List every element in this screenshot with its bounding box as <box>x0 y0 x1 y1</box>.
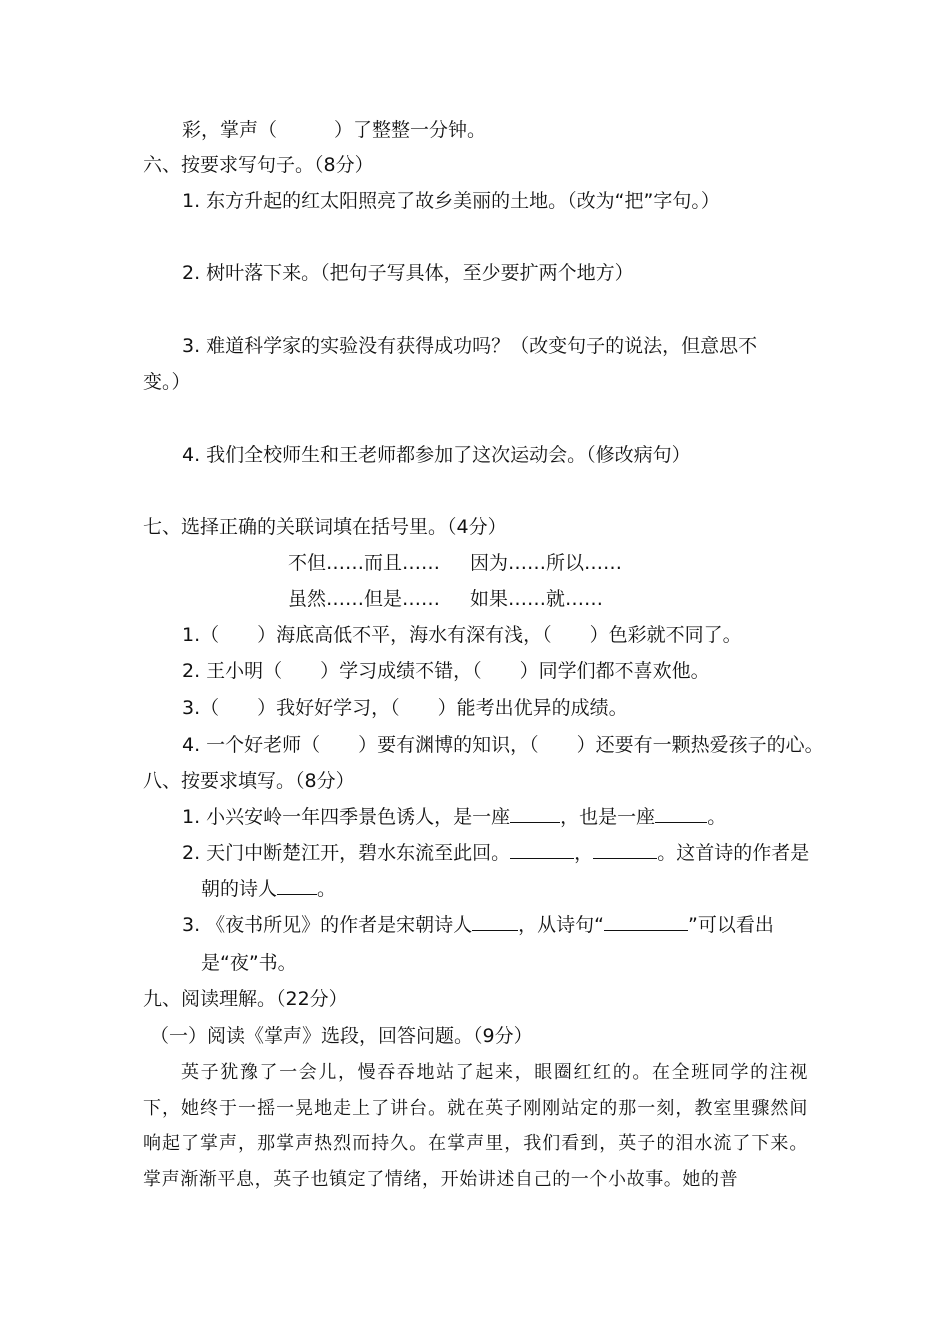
section8-q2-text-c: 。这首诗的作者是 <box>657 842 810 864</box>
carry-over-line: 彩，掌声（ ）了整整一分钟。 <box>182 119 487 141</box>
fill-blank[interactable] <box>510 804 560 823</box>
section8-q3-text-a: 3. 《夜书所见》的作者是宋朝诗人 <box>182 914 473 936</box>
section6-q3-line2: 变。） <box>143 371 191 393</box>
section6-q1: 1. 东方升起的红太阳照亮了故乡美丽的土地。（改为“把”字句。） <box>182 190 720 212</box>
fill-blank[interactable] <box>510 840 574 859</box>
conjunction-option-4: 如果……就…… <box>470 588 604 610</box>
section8-heading: 八、按要求填写。（8分） <box>143 770 355 792</box>
section8-q3-line2: 是“夜”书。 <box>201 952 297 974</box>
section6-q2: 2. 树叶落下来。（把句子写具体，至少要扩两个地方） <box>182 262 634 284</box>
section8-q1-text-b: ，也是一座 <box>560 806 656 828</box>
section7-q4: 4. 一个好老师（ ）要有渊博的知识，（ ）还要有一颗热爱孩子的心。 <box>182 734 824 756</box>
section6-q4: 4. 我们全校师生和王老师都参加了这次运动会。（修改病句） <box>182 444 691 466</box>
section7-q3: 3.（ ）我好好学习，（ ）能考出优异的成绩。 <box>182 697 628 719</box>
section6-heading: 六、按要求写句子。（8分） <box>143 154 374 176</box>
section8-q1 <box>182 804 726 830</box>
fill-blank[interactable] <box>604 912 688 931</box>
fill-blank[interactable] <box>277 876 317 895</box>
section7-q1: 1.（ ）海底高低不平，海水有深有浅，（ ）色彩就不同了。 <box>182 624 742 646</box>
section9-subheading: （一）阅读《掌声》选段，回答问题。（9分） <box>150 1025 533 1047</box>
fill-blank[interactable] <box>655 804 707 823</box>
section7-heading: 七、选择正确的关联词填在括号里。（4分） <box>143 516 507 538</box>
section8-q2-text-e: 。 <box>317 878 337 900</box>
section8-q2-text-a: 2. 天门中断楚江开，碧水东流至此回。 <box>182 842 511 864</box>
section8-q2-line2 <box>201 876 336 902</box>
section8-q1-text-a: 1. 小兴安岭一年四季景色诱人，是一座 <box>182 806 511 828</box>
fill-blank[interactable] <box>472 912 518 931</box>
fill-blank[interactable] <box>593 840 657 859</box>
section8-q3-text-b: ，从诗句“ <box>518 914 605 936</box>
section8-q3 <box>182 912 774 938</box>
section7-q2: 2. 王小明（ ）学习成绩不错，（ ）同学们都不喜欢他。 <box>182 660 710 682</box>
reading-passage: 英子犹豫了一会儿，慢吞吞地站了起来，眼圈红红的。在全班同学的注视下，她终于一摇一晃地走上了讲台。就在英子刚刚站定的那一刻，教室里骤然间响起了掌声，那掌声热烈而持久。在掌声里，我们看到，英子的泪水流了下来。掌声渐渐平息，英子也镇定了情绪，开始讲述自己的一个小故事。她的普 <box>143 1062 808 1190</box>
conjunction-option-2: 因为……所以…… <box>470 552 623 574</box>
section6-q3-line1: 3. 难道科学家的实验没有获得成功吗？（改变句子的说法，但意思不 <box>182 335 758 357</box>
section9-heading: 九、阅读理解。（22分） <box>143 988 348 1010</box>
section8-q3-text-c: ”可以看出 <box>688 914 774 936</box>
section8-q2 <box>182 840 809 866</box>
conjunction-option-3: 虽然……但是…… <box>288 588 441 610</box>
section8-q2-text-b: ， <box>574 842 594 864</box>
section8-q2-text-d: 朝的诗人 <box>201 878 278 900</box>
section8-q1-text-c: 。 <box>707 806 727 828</box>
conjunction-option-1: 不但……而且…… <box>288 552 441 574</box>
